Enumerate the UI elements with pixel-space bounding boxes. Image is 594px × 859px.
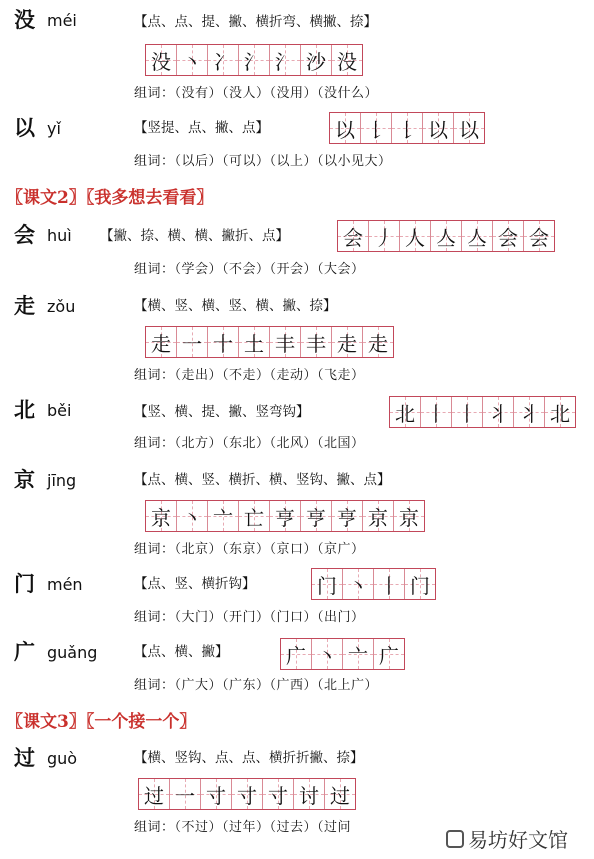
grid-cell-glyph: 丨	[457, 401, 477, 426]
grid-cell	[238, 327, 269, 357]
grid-cell-glyph: 走	[368, 331, 388, 356]
grid-cell	[231, 779, 262, 809]
grid-cell	[146, 45, 176, 75]
grid-cell-glyph: 以	[459, 117, 479, 142]
pinyin: mén	[47, 575, 83, 594]
stroke-order: 【点、点、提、撇、横折弯、横撇、捺】	[134, 14, 377, 30]
stroke-order: 【点、横、竖、横折、横、竖钩、撇、点】	[134, 472, 391, 488]
character: 门	[14, 572, 35, 596]
grid-cell-glyph: 丶	[182, 49, 202, 74]
word-list: 组词：（北京）（东京）（京口）（京广）	[134, 542, 365, 557]
grid-cell	[544, 397, 575, 427]
word-list: 组词：（学会）（不会）（开会）（大会）	[134, 262, 365, 277]
grid-cell-glyph: 丨	[426, 401, 446, 426]
watermark-text: 易坊好文馆	[468, 828, 568, 852]
grid-cell-glyph: 北	[550, 401, 570, 426]
grid-cell	[312, 569, 342, 599]
grid-cell-glyph: 亠	[348, 643, 368, 668]
grid-cell	[269, 45, 300, 75]
character: 没	[14, 8, 35, 32]
grid-cell-glyph: 寸	[237, 783, 257, 808]
grid-cell	[300, 45, 331, 75]
grid-cell-glyph: 亠	[213, 505, 233, 530]
grid-cell	[373, 569, 404, 599]
grid-cell-glyph: 𠄌	[397, 117, 417, 142]
grid-cell-glyph: 过	[144, 783, 164, 808]
pinyin: běi	[47, 401, 72, 420]
grid-cell-glyph: 北	[395, 401, 415, 426]
grid-cell	[324, 779, 355, 809]
character: 以	[14, 116, 35, 140]
character: 走	[14, 294, 35, 318]
grid-cell-glyph: 寸	[206, 783, 226, 808]
character: 会	[14, 223, 35, 247]
grid-cell	[451, 397, 482, 427]
character: 广	[14, 640, 35, 664]
grid-cell	[399, 221, 430, 251]
grid-cell-glyph: 走	[151, 331, 171, 356]
stroke-order: 【竖提、点、撇、点】	[134, 120, 269, 136]
grid-cell	[139, 779, 169, 809]
grid-cell	[331, 501, 362, 531]
grid-cell	[360, 113, 391, 143]
grid-cell	[238, 45, 269, 75]
grid-cell	[238, 501, 269, 531]
stroke-grid	[145, 500, 425, 532]
grid-cell	[362, 501, 393, 531]
grid-cell	[373, 639, 404, 669]
grid-cell	[482, 397, 513, 427]
grid-cell	[390, 397, 420, 427]
pinyin: jīng	[47, 471, 77, 490]
grid-cell	[430, 221, 461, 251]
grid-cell	[281, 639, 311, 669]
stroke-order: 【点、竖、横折钩】	[134, 576, 256, 592]
grid-cell	[207, 327, 238, 357]
grid-cell	[176, 327, 207, 357]
grid-cell-glyph: 寸	[268, 783, 288, 808]
pinyin: huì	[47, 226, 72, 245]
pinyin: guò	[47, 749, 78, 768]
grid-cell	[269, 327, 300, 357]
grid-cell-glyph: 亼	[467, 225, 487, 250]
stroke-grid	[311, 568, 436, 600]
grid-cell	[146, 501, 176, 531]
grid-cell	[513, 397, 544, 427]
grid-cell	[368, 221, 399, 251]
grid-cell-glyph: 𠄌	[366, 117, 386, 142]
grid-cell	[300, 501, 331, 531]
grid-cell-glyph: 亨	[306, 505, 326, 530]
grid-cell-glyph: 京	[151, 505, 171, 530]
grid-cell	[391, 113, 422, 143]
grid-cell	[393, 501, 424, 531]
grid-cell	[169, 779, 200, 809]
grid-cell	[262, 779, 293, 809]
grid-cell-glyph: 走	[337, 331, 357, 356]
word-list: 组词：（大门）（开门）（门口）（出门）	[134, 610, 365, 625]
watermark	[446, 818, 594, 859]
grid-cell-glyph: 氵	[275, 49, 295, 74]
pinyin: zǒu	[47, 297, 76, 316]
grid-cell	[342, 569, 373, 599]
grid-cell	[311, 639, 342, 669]
stroke-grid	[145, 326, 394, 358]
grid-cell-glyph: 丶	[182, 505, 202, 530]
grid-cell-glyph: 丰	[275, 331, 295, 356]
grid-cell-glyph: 丶	[348, 573, 368, 598]
grid-cell-glyph: 会	[498, 225, 518, 250]
grid-cell	[362, 327, 393, 357]
watermark-logo-icon	[446, 830, 464, 848]
grid-cell	[330, 113, 360, 143]
stroke-grid	[389, 396, 576, 428]
pinyin: guǎng	[47, 643, 98, 662]
grid-cell-glyph: 十	[213, 331, 233, 356]
grid-cell-glyph: 过	[330, 783, 350, 808]
grid-cell-glyph: 会	[529, 225, 549, 250]
grid-cell-glyph: 冫	[213, 49, 233, 74]
grid-cell	[207, 501, 238, 531]
grid-cell-glyph: 以	[335, 117, 355, 142]
grid-cell	[523, 221, 554, 251]
grid-cell	[338, 221, 368, 251]
grid-cell-glyph: 土	[244, 331, 264, 356]
grid-cell	[453, 113, 484, 143]
grid-cell	[300, 327, 331, 357]
grid-cell-glyph: 丰	[306, 331, 326, 356]
grid-cell-glyph: 亼	[436, 225, 456, 250]
word-list: 组词：（不过）（过年）（过去）（过问	[134, 820, 352, 835]
stroke-grid	[329, 112, 485, 144]
grid-cell	[492, 221, 523, 251]
word-list: 组词：（没有）（没人）（没用）（没什么）	[134, 86, 379, 101]
grid-cell	[331, 327, 362, 357]
stroke-grid	[280, 638, 405, 670]
grid-cell-glyph: 京	[399, 505, 419, 530]
grid-cell-glyph: 亡	[244, 505, 264, 530]
grid-cell-glyph: 亨	[275, 505, 295, 530]
pinyin: yǐ	[47, 119, 61, 138]
grid-cell	[422, 113, 453, 143]
grid-cell-glyph: 广	[286, 643, 306, 668]
pinyin: méi	[47, 11, 77, 30]
grid-cell-glyph: 丶	[317, 643, 337, 668]
stroke-order: 【撇、捺、横、横、撇折、点】	[100, 228, 289, 244]
word-list: 组词：（北方）（东北）（北风）（北国）	[134, 436, 365, 451]
grid-cell-glyph: 会	[343, 225, 363, 250]
grid-cell	[404, 569, 435, 599]
grid-cell-glyph: 亨	[337, 505, 357, 530]
stroke-grid	[138, 778, 356, 810]
section-heading-lesson-3: 〖课文3〗〖一个接一个〗	[6, 712, 197, 732]
grid-cell-glyph: 氵	[244, 49, 264, 74]
grid-cell-glyph: 丨	[379, 573, 399, 598]
section-heading-lesson-2: 〖课文2〗〖我多想去看看〗	[6, 188, 214, 208]
grid-cell	[207, 45, 238, 75]
grid-cell	[331, 45, 362, 75]
grid-cell-glyph: 讨	[299, 783, 319, 808]
stroke-order: 【点、横、撇】	[134, 644, 229, 660]
grid-cell-glyph: 丬	[488, 401, 508, 426]
stroke-order: 【横、竖钩、点、点、横折折撇、捺】	[134, 750, 364, 766]
character: 北	[14, 398, 35, 422]
grid-cell	[342, 639, 373, 669]
grid-cell	[461, 221, 492, 251]
grid-cell-glyph: 以	[428, 117, 448, 142]
stroke-order: 【横、竖、横、竖、横、撇、捺】	[134, 298, 337, 314]
grid-cell	[176, 501, 207, 531]
grid-cell-glyph: 丿	[374, 225, 394, 250]
grid-cell-glyph: 广	[379, 643, 399, 668]
grid-cell-glyph: 没	[337, 49, 357, 74]
grid-cell-glyph: 一	[175, 783, 195, 808]
stroke-grid	[145, 44, 363, 76]
grid-cell-glyph: 没	[151, 49, 171, 74]
character: 过	[14, 746, 35, 770]
grid-cell-glyph: 人	[405, 225, 425, 250]
grid-cell	[176, 45, 207, 75]
word-list: 组词：（广大）（广东）（广西）（北上广）	[134, 678, 379, 693]
grid-cell	[146, 327, 176, 357]
grid-cell	[269, 501, 300, 531]
character: 京	[14, 468, 35, 492]
grid-cell	[420, 397, 451, 427]
grid-cell	[200, 779, 231, 809]
grid-cell-glyph: 京	[368, 505, 388, 530]
word-list: 组词：（走出）（不走）（走动）（飞走）	[134, 368, 365, 383]
stroke-grid	[337, 220, 555, 252]
grid-cell-glyph: 门	[317, 573, 337, 598]
grid-cell-glyph: 丬	[519, 401, 539, 426]
grid-cell-glyph: 一	[182, 331, 202, 356]
stroke-order: 【竖、横、提、撇、竖弯钩】	[134, 404, 310, 420]
grid-cell	[293, 779, 324, 809]
word-list: 组词：（以后）（可以）（以上）（以小见大）	[134, 154, 392, 169]
grid-cell-glyph: 门	[410, 573, 430, 598]
grid-cell-glyph: 沙	[306, 49, 326, 74]
